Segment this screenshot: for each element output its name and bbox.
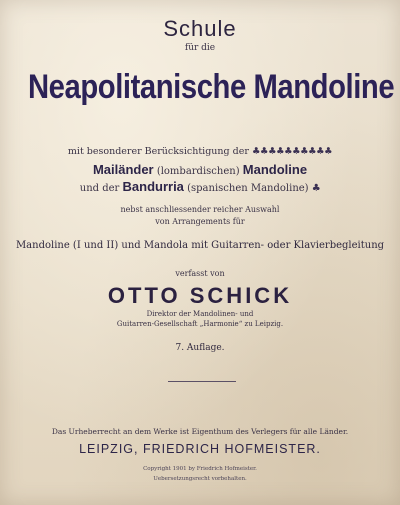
- rights-reserved: Uebersetzungsrecht vorbehalten.: [153, 476, 247, 482]
- author-name: OTTO SCHICK: [107, 283, 293, 308]
- divider-rule: [168, 381, 236, 382]
- nebst-line: nebst anschliessender reicher Auswahl: [120, 205, 280, 214]
- ornament-row: ♣♣♣♣♣♣♣♣♣♣: [251, 146, 333, 157]
- mailander-word: Mailänder: [92, 162, 154, 177]
- copyright-small: Copyright 1901 by Friedrich Hofmeister.: [143, 466, 257, 472]
- edition-label: 7. Auflage.: [175, 343, 225, 353]
- von-line: von Arrangements für: [155, 217, 245, 226]
- director-line: Direktor der Mandolinen- und: [146, 310, 254, 318]
- subtitle-mailander-line: [0, 162, 400, 177]
- heading-schule: Schule: [163, 16, 237, 41]
- bandurria-word: Bandurria: [122, 179, 184, 194]
- ornament-single: ♣: [311, 183, 321, 194]
- publisher-line: LEIPZIG, FRIEDRICH HOFMEISTER.: [79, 442, 321, 456]
- bandurria-paren: (spanischen Mandoline): [187, 183, 309, 194]
- mailander-paren: (lombardischen): [156, 166, 240, 177]
- society-line: Guitarren-Gesellschaft „Harmonie“ zu Leipzig.: [116, 320, 284, 328]
- und-der-text: und der: [79, 183, 120, 194]
- mandoline-word: Mandoline: [242, 162, 308, 177]
- verfasst-von: verfasst von: [175, 269, 225, 278]
- heading-fur-die: für die: [184, 43, 216, 53]
- subtitle-mit-line: [0, 146, 400, 157]
- subtitle-bandurria-line: [0, 179, 400, 194]
- instruments-line: Mandoline (I und II) und Mandola mit Guitarren- oder Klavierbegleitung: [15, 240, 385, 251]
- copyright-notice: Das Urheberrecht an dem Werke ist Eigenthum des Verlegers für alle Länder.: [51, 427, 349, 436]
- main-title: Neapolitanische Mandoline: [28, 68, 395, 106]
- mit-text: mit besonderer Berücksichtigung der: [67, 146, 249, 157]
